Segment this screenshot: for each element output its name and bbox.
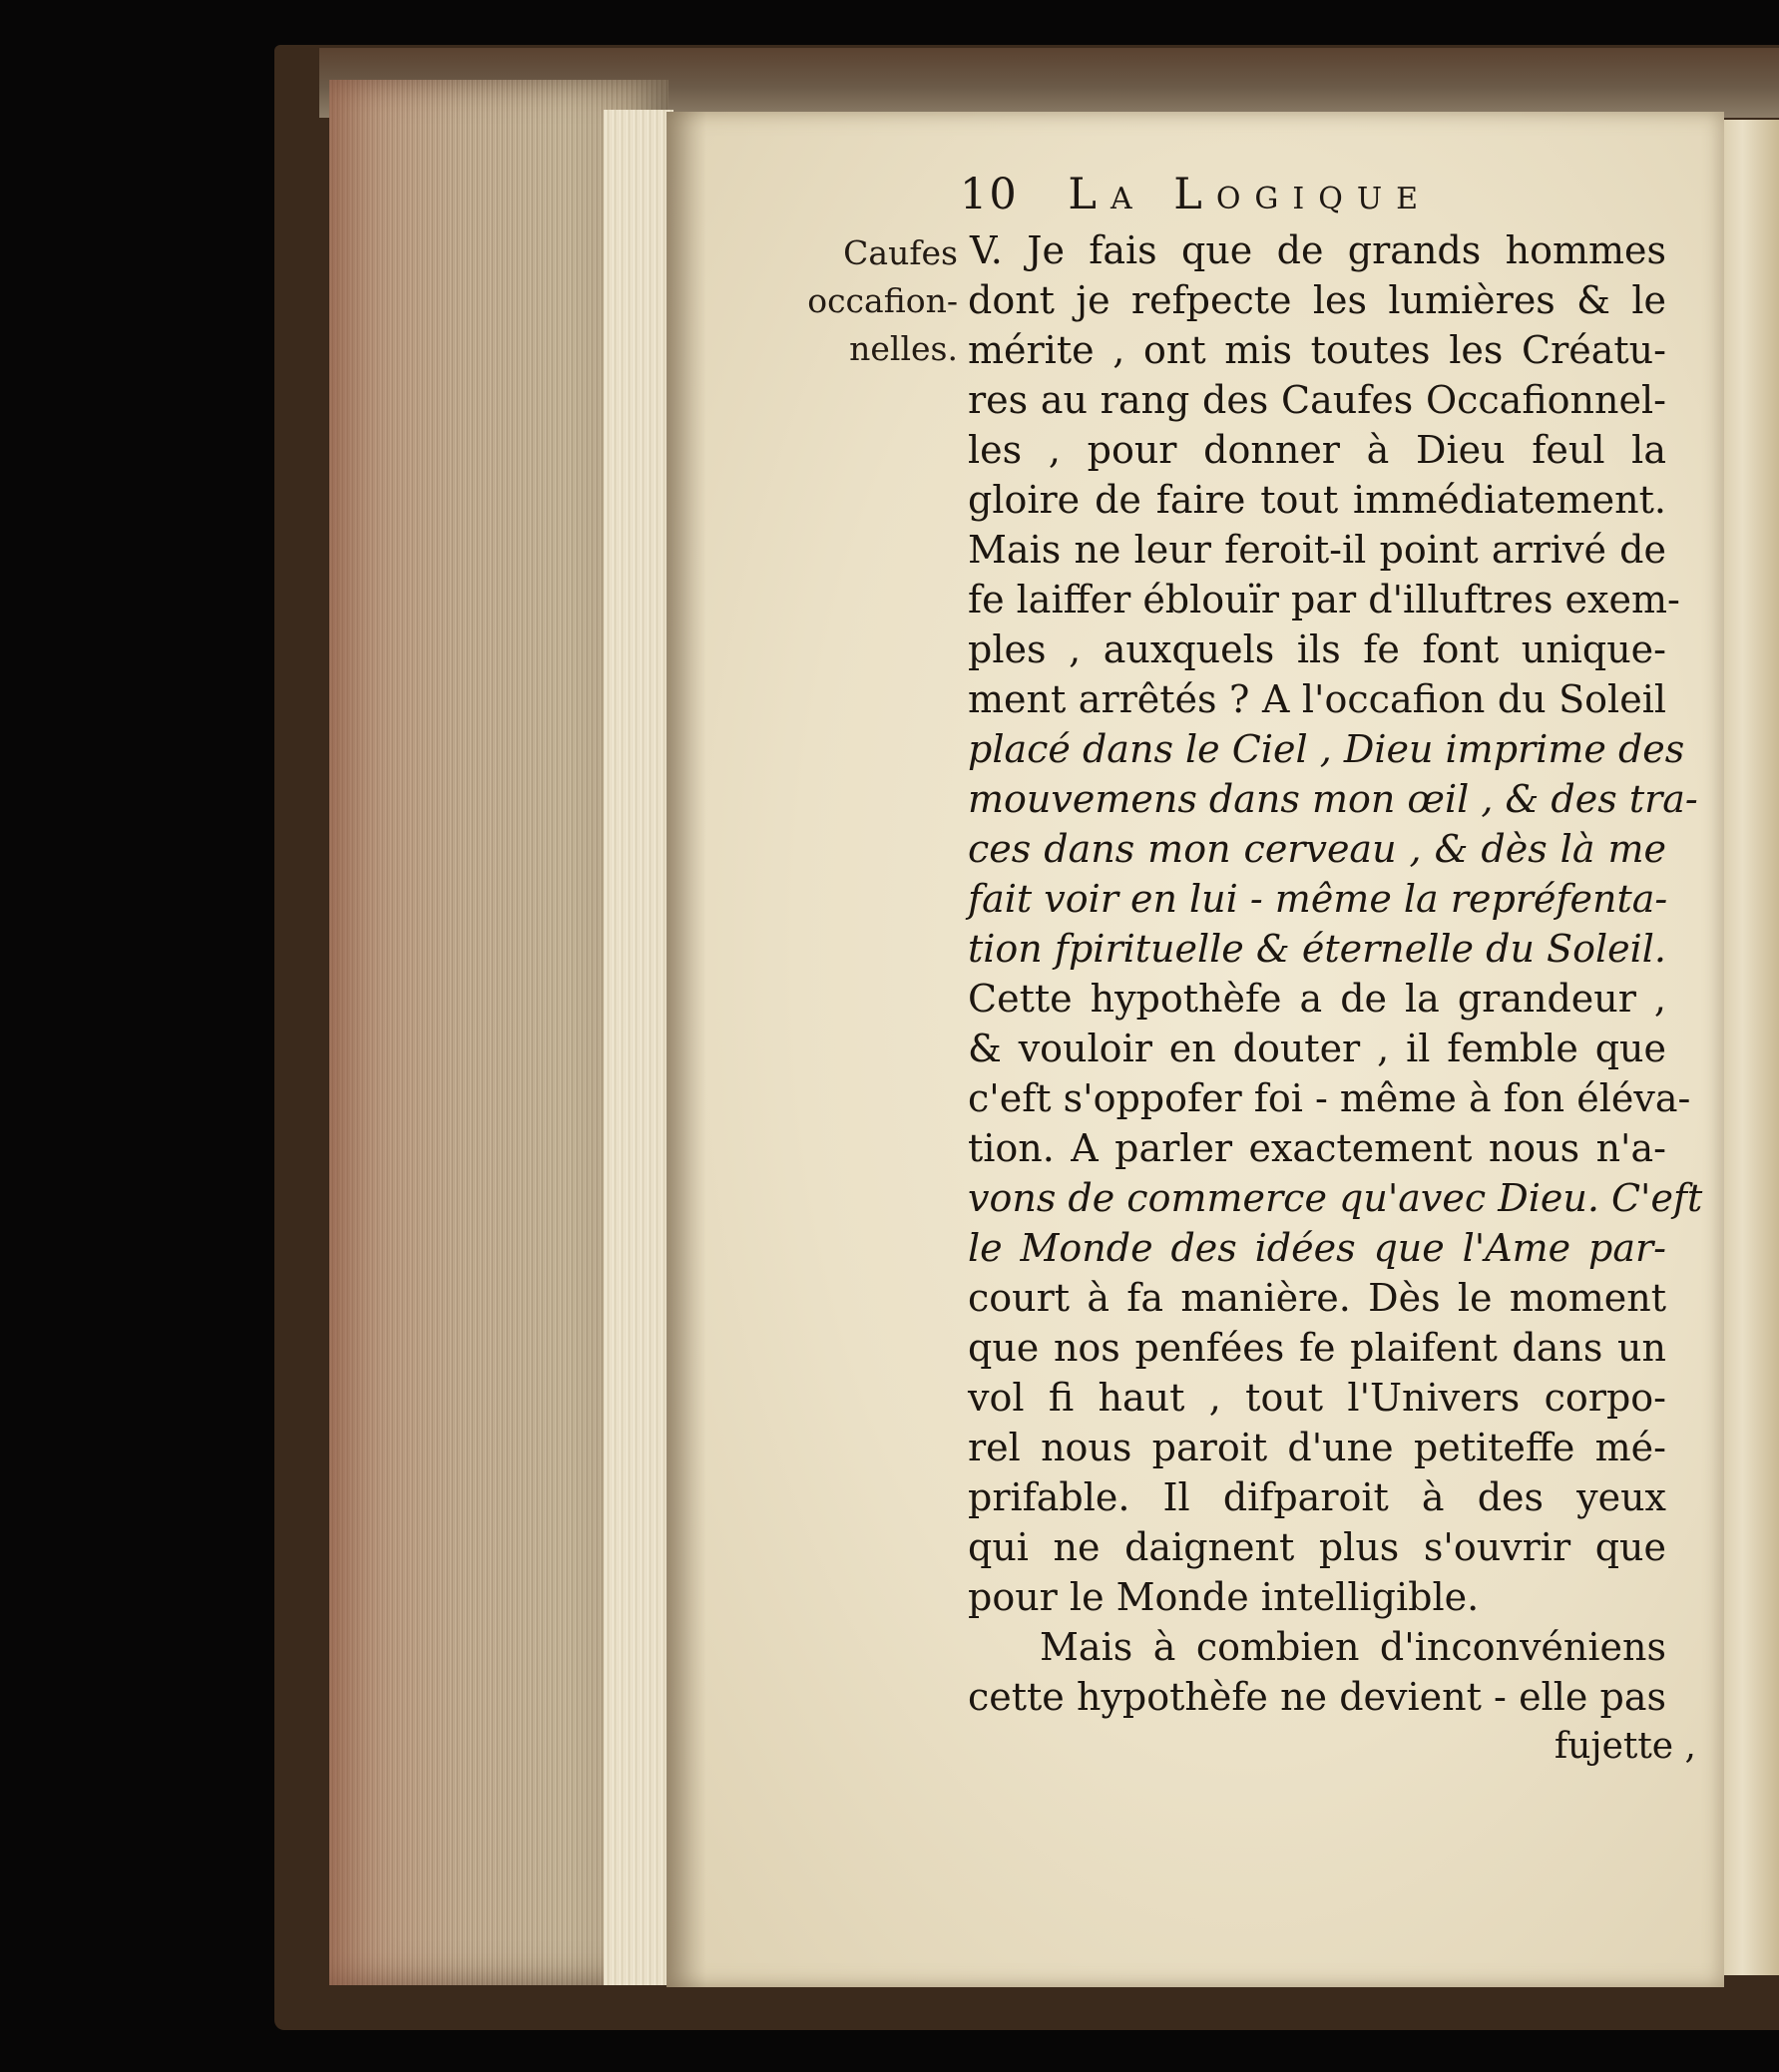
text-line: mérite , ont mis toutes les Créatu- <box>968 328 1666 372</box>
gutter-shadow <box>667 112 706 1987</box>
facing-page-edge <box>1718 120 1779 1975</box>
text-line: Mais ne leur feroit-il point arrivé de <box>968 528 1666 572</box>
running-title: La Logique <box>1068 170 1433 219</box>
text-line: cette hypothèfe ne devient - elle pas <box>968 1675 1666 1719</box>
text-line: les , pour donner à Dieu feul la <box>968 428 1666 472</box>
body-text <box>968 225 1703 1722</box>
text-line: tion fpirituelle & éternelle du Soleil. <box>968 927 1666 971</box>
text-line: rel nous paroit d'une petiteffe mé- <box>968 1426 1666 1469</box>
text-line: c'eft s'oppofer foi - même à fon éléva- <box>968 1076 1691 1120</box>
marginal-note <box>798 229 958 373</box>
marginal-note-line: occafion- <box>807 281 958 320</box>
text-line: gloire de faire tout immédiatement. <box>968 478 1666 522</box>
text-line: fait voir en lui - même la repréfenta- <box>968 877 1668 921</box>
text-line: mouvemens dans mon œil , & des tra- <box>968 777 1698 821</box>
text-line: court à fa manière. Dès le moment <box>968 1276 1666 1320</box>
text-line: vol fi haut , tout l'Univers corpo- <box>968 1376 1666 1420</box>
text-line: Mais à combien d'inconvéniens <box>1040 1625 1666 1669</box>
text-line: tion. A parler exactement nous n'a- <box>968 1126 1666 1170</box>
text-line: dont je refpecte les lumières & le <box>968 278 1666 322</box>
text-line: fe laiffer éblouïr par d'illuftres exem- <box>968 578 1680 622</box>
page-stack <box>604 110 673 1985</box>
page-number: 10 <box>960 170 1019 219</box>
marginal-note-line: nelles. <box>849 329 958 368</box>
text-line: ces dans mon cerveau , & dès là me <box>968 827 1666 871</box>
marginal-note-line: Caufes <box>843 233 958 272</box>
text-line: ment arrêtés ? A l'occafion du Soleil <box>968 677 1666 721</box>
catchword: fujette , <box>1554 1726 1696 1767</box>
text-line: res au rang des Caufes Occafionnel- <box>968 378 1666 422</box>
text-line: Cette hypothèfe a de la grandeur , <box>968 977 1666 1021</box>
text-line: que nos penfées fe plaifent dans un <box>968 1326 1666 1370</box>
text-line: & vouloir en douter , il femble que <box>968 1027 1666 1070</box>
text-line: V. Je fais que de grands hommes <box>970 228 1666 272</box>
text-line: placé dans le Ciel , Dieu imprime des <box>968 727 1685 771</box>
text-line: pour le Monde intelligible. <box>968 1575 1480 1619</box>
text-line: le Monde des idées que l'Ame par- <box>968 1226 1666 1270</box>
text-line: qui ne daignent plus s'ouvrir que <box>968 1525 1666 1569</box>
text-line: ples , auxquels ils fe font unique- <box>968 627 1666 671</box>
text-line: vons de commerce qu'avec Dieu. C'eft <box>968 1176 1703 1220</box>
running-header <box>960 170 1598 229</box>
text-line: prifable. Il difparoit à des yeux <box>968 1475 1666 1519</box>
